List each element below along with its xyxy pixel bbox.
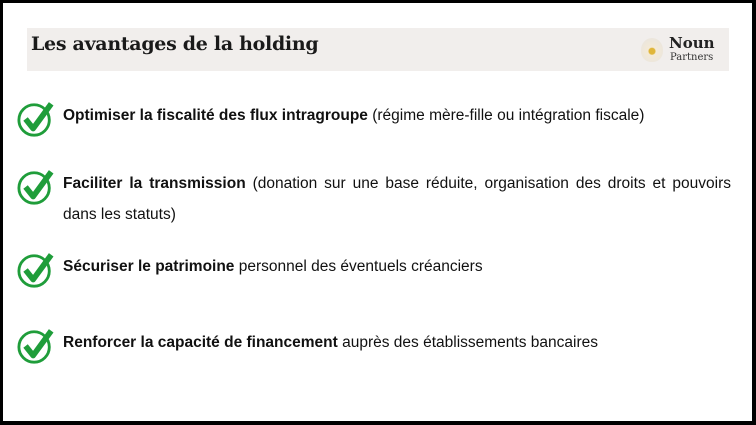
noun-partners-logo: [641, 34, 717, 66]
list-item: [17, 100, 731, 138]
checkmark-icon: [17, 327, 55, 365]
checkmark-icon: [17, 100, 55, 138]
item-rest: (donation sur une base réduite, organisation des droits et pouvoirs dans les statuts): [63, 175, 731, 223]
item-text: [63, 100, 731, 131]
slide-title: Les avantages de la holding: [31, 33, 319, 55]
item-bold: Optimiser la fiscalité des flux intragroupe: [63, 107, 368, 124]
list-item: [17, 251, 731, 289]
logo-line2: Partners: [670, 52, 714, 63]
checkmark-icon: [17, 168, 55, 206]
item-bold: Faciliter la transmission: [63, 175, 246, 192]
slide-header: [27, 28, 729, 71]
item-text: [63, 327, 731, 358]
item-rest: auprès des établissements bancaires: [337, 334, 598, 351]
slide: [3, 3, 752, 421]
item-bold: Sécuriser le patrimoine: [63, 258, 235, 275]
checkmark-icon: [17, 251, 55, 289]
item-text: [63, 168, 731, 230]
item-rest: (régime mère-fille ou intégration fiscale): [367, 107, 645, 124]
list-item: [17, 168, 731, 230]
list-item: [17, 327, 731, 365]
logo-line1: Noun: [669, 34, 715, 52]
logo-mark-icon: [641, 38, 663, 62]
item-rest: personnel des éventuels créanciers: [234, 258, 483, 275]
item-bold: Renforcer la capacité de financement: [63, 334, 338, 351]
item-text: [63, 251, 731, 282]
